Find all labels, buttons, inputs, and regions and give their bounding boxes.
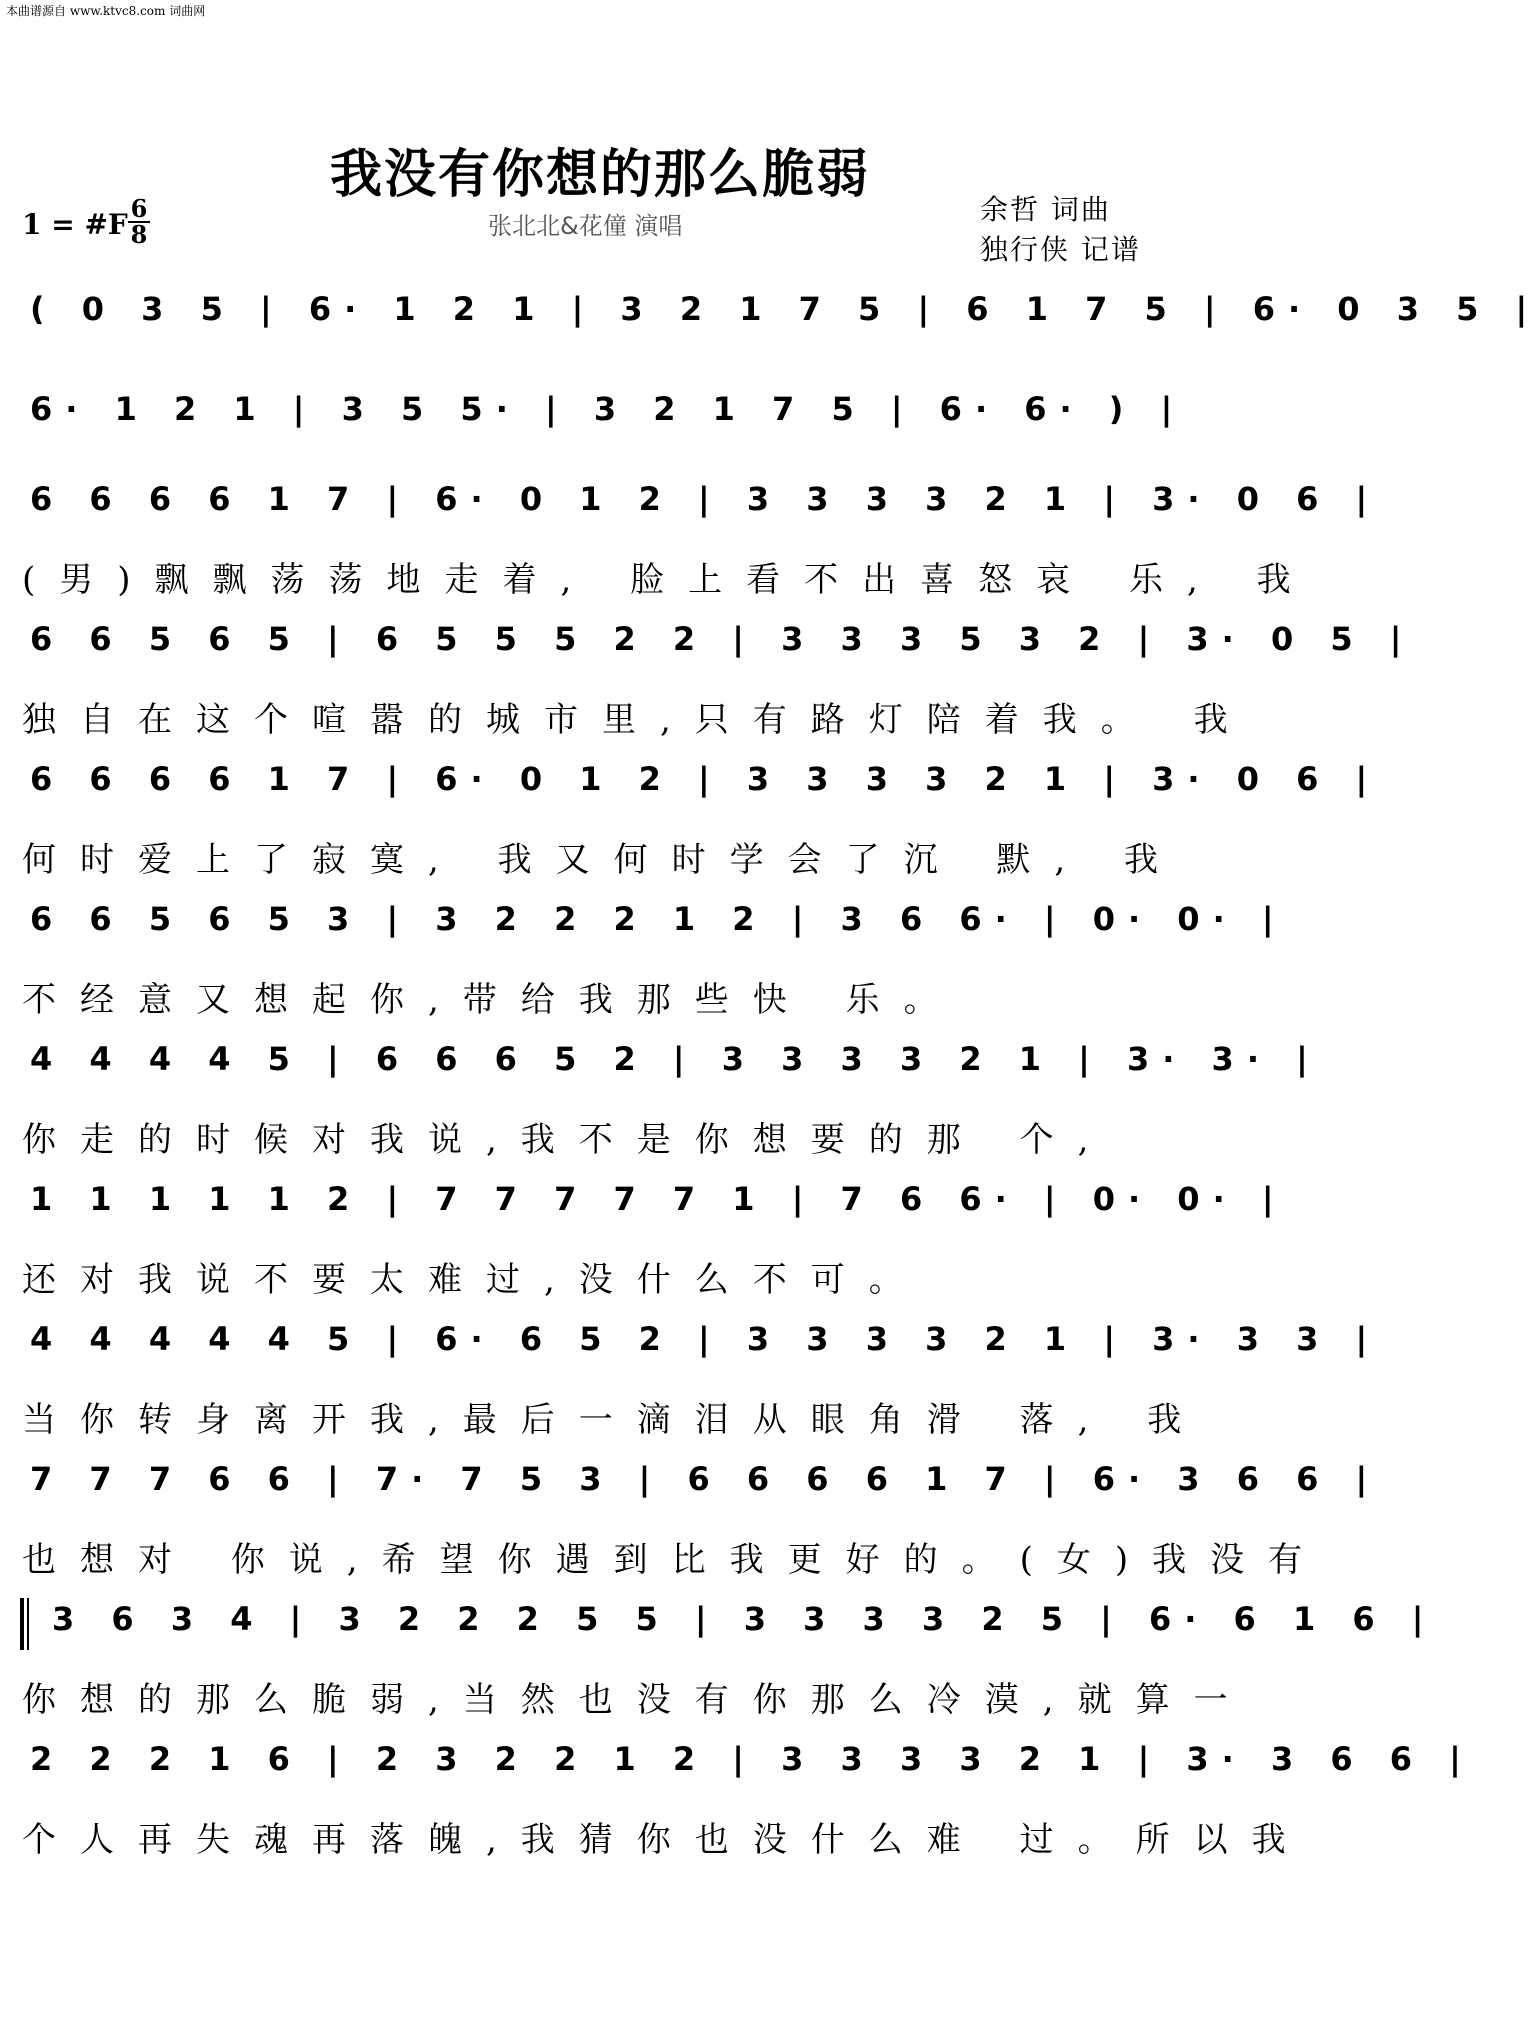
time-sig-bottom: 8 (130, 220, 148, 249)
jianpu-notes: 4 4 4 4 5 | 6 6 6 5 2 | 3 3 3 3 2 1 | 3· 3· | (30, 1040, 1321, 1078)
lyrics-line: 还对我说不要太难过,没什么不可。 (22, 1260, 927, 1300)
key-signature: 1 = #F (22, 208, 128, 241)
lyrics-line: 当你转身离开我,最后一滴泪从眼角滑 落, 我 (22, 1400, 1206, 1440)
jianpu-notes: 3 6 3 4 | 3 2 2 2 5 5 | 3 3 3 3 2 5 | 6· 6 1 6 | (52, 1600, 1437, 1638)
song-title: 我没有你想的那么脆弱 (329, 144, 870, 205)
lyrics-line: 独自在这个喧嚣的城市里,只有路灯陪着我。 我 (22, 700, 1252, 740)
lyrics-line: 你想的那么脆弱,当然也没有你那么冷漠,就算一 (22, 1680, 1252, 1720)
time-sig-top: 6 (130, 194, 148, 223)
lyrics-line: 不经意又想起你,带给我那些快 乐。 (22, 980, 962, 1020)
jianpu-notes: 6 6 6 6 1 7 | 6· 0 1 2 | 3 3 3 3 2 1 | 3· 0 6 | (30, 480, 1381, 518)
lyrics-line: 何时爱上了寂寞, 我又何时学会了沉 默, 我 (22, 840, 1183, 880)
jianpu-notes: 6 6 6 6 1 7 | 6· 0 1 2 | 3 3 3 3 2 1 | 3· 0 6 | (30, 760, 1381, 798)
jianpu-notes: ( 0 3 5 | 6· 1 2 1 | 3 2 1 7 5 | 6 1 7 5 | 6· 0 3 5 | (30, 290, 1540, 328)
transcriber-credit: 独行侠 记谱 (980, 233, 1141, 266)
jianpu-notes: 1 1 1 1 1 2 | 7 7 7 7 7 1 | 7 6 6· | 0· 0· | (30, 1180, 1287, 1218)
lyrics-line: 个人再失魂再落魄,我猜你也没什么难 过。所以我 (22, 1820, 1310, 1860)
jianpu-notes: 4 4 4 4 4 5 | 6· 6 5 2 | 3 3 3 3 2 1 | 3· 3 3 | (30, 1320, 1381, 1358)
jianpu-notes: 6· 1 2 1 | 3 5 5· | 3 2 1 7 5 | 6· 6· ) | (30, 390, 1186, 428)
jianpu-notes: 6 6 5 6 5 | 6 5 5 5 2 2 | 3 3 3 5 3 2 | 3· 0 5 | (30, 620, 1415, 658)
singer-credit: 张北北&花僮 演唱 (488, 212, 683, 240)
source-watermark: 本曲谱源自 www.ktvc8.com 词曲网 (6, 4, 206, 18)
jianpu-notes: 6 6 5 6 5 3 | 3 2 2 2 1 2 | 3 6 6· | 0· 0· | (30, 900, 1287, 938)
lyrics-line: 也想对 你说,希望你遇到比我更好的。(女)我没有 (22, 1540, 1327, 1580)
jianpu-notes: 7 7 7 6 6 | 7· 7 5 3 | 6 6 6 6 1 7 | 6· 3 6 6 | (30, 1460, 1381, 1498)
lyrics-line: (男)飘飘荡荡地走着, 脸上看不出喜怒哀 乐, 我 (22, 560, 1315, 600)
time-signature (128, 194, 150, 249)
jianpu-notes: 2 2 2 1 6 | 2 3 2 2 1 2 | 3 3 3 3 2 1 | 3· 3 6 6 | (30, 1740, 1474, 1778)
lyrics-line: 你走的时候对我说,我不是你想要的那 个, (22, 1120, 1113, 1160)
composer-credit: 余哲 词曲 (980, 193, 1111, 226)
